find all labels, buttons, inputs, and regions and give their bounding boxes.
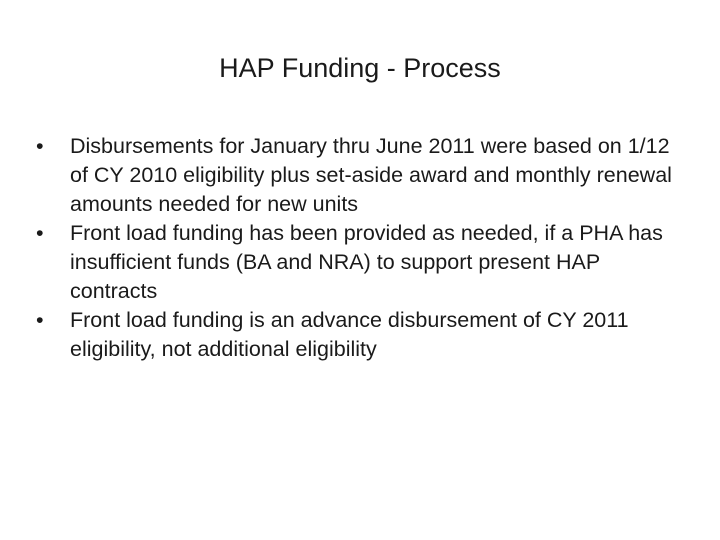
bullet-text: Front load funding is an advance disbursement of CY 2011 eligibility, not additional eligibility — [70, 308, 629, 361]
bullet-list — [36, 132, 686, 364]
bullet-text: Disbursements for January thru June 2011 were based on 1/12 of CY 2010 eligibility plus set-aside award and monthly renewal amounts needed for new units — [70, 134, 672, 216]
bullet-item-3 — [36, 306, 686, 364]
bullet-marker: • — [36, 308, 44, 332]
bullet-text: Front load funding has been provided as needed, if a PHA has insufficient funds (BA and NRA) to support present HAP contracts — [70, 221, 663, 303]
bullet-item-1 — [36, 132, 686, 219]
bullet-marker: • — [36, 134, 44, 158]
slide-title: HAP Funding - Process — [219, 53, 501, 83]
bullet-marker: • — [36, 221, 44, 245]
bullet-item-2 — [36, 219, 686, 306]
